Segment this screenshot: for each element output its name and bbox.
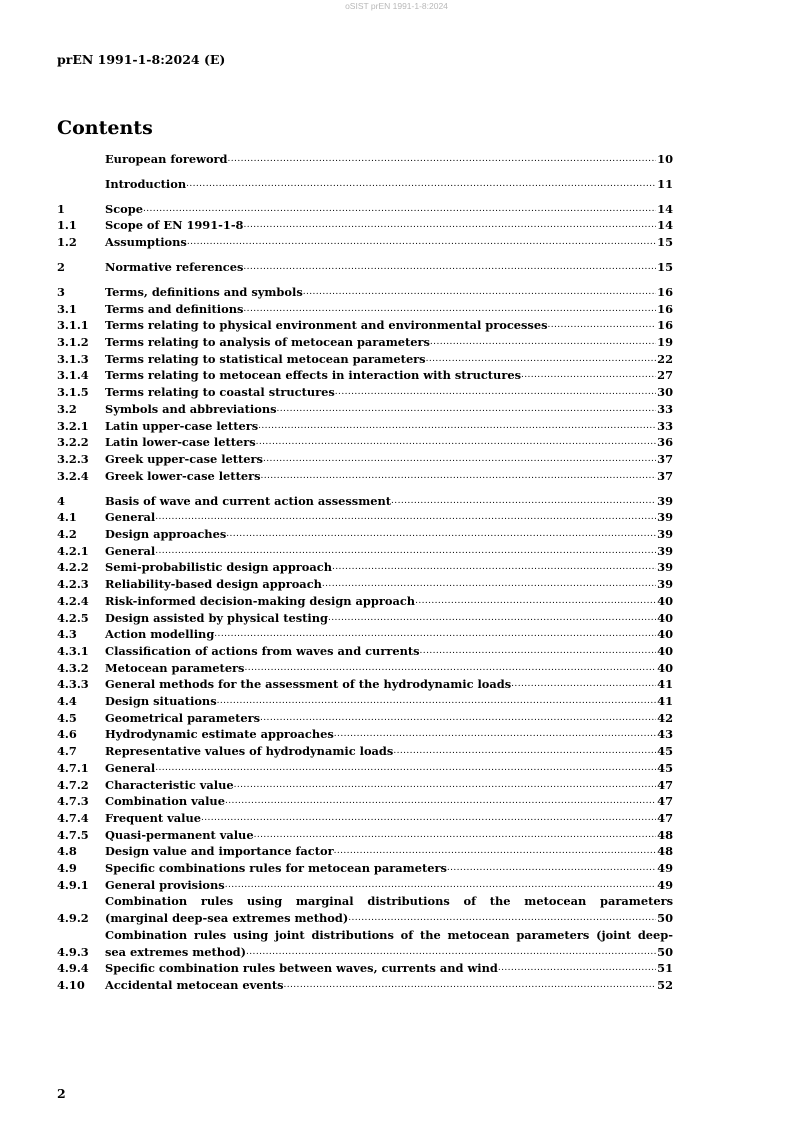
- toc-entry-title: Geometrical parameters: [105, 710, 261, 725]
- toc-entry[interactable]: [57, 710, 673, 727]
- toc-entry-number: 4.2.3: [57, 577, 89, 592]
- toc-entry-page: 39: [657, 577, 673, 592]
- toc-entry-title: Terms and definitions: [105, 301, 244, 316]
- dot-leader: [334, 843, 657, 860]
- toc-entry-title: Terms relating to statistical metocean parameters: [105, 351, 426, 366]
- toc-entry-page: 16: [657, 284, 673, 299]
- toc-entry-number: 4.2.2: [57, 560, 89, 575]
- toc-entry-number: 4.9.3: [57, 944, 89, 959]
- toc-entry-title: Action modelling: [105, 627, 215, 642]
- toc-entry-number: 4.9: [57, 861, 77, 876]
- toc-entry-number: 4.9.1: [57, 877, 89, 892]
- toc-entry-number: 4.7.4: [57, 810, 89, 825]
- dot-leader: [155, 509, 656, 526]
- dot-leader: [217, 693, 657, 710]
- toc-entry[interactable]: [57, 843, 673, 860]
- toc-entry-page: 48: [657, 827, 673, 842]
- toc-entry-number: 4.7.5: [57, 827, 89, 842]
- dot-leader: [430, 334, 656, 351]
- contents-heading: Contents: [57, 117, 153, 139]
- toc-entry-page: 50: [657, 911, 673, 926]
- toc-entry-page: 16: [657, 301, 673, 316]
- toc-entry-number: 1: [57, 201, 65, 216]
- toc-entry-number: 4.4: [57, 694, 77, 709]
- toc-entry-page: 37: [657, 452, 673, 466]
- toc-entry[interactable]: [57, 493, 673, 510]
- dot-leader: [256, 434, 657, 451]
- toc-entry-number: 4.7: [57, 744, 77, 759]
- toc-entry-page: 40: [657, 593, 673, 608]
- toc-entry-number: 3.2.1: [57, 418, 89, 433]
- toc-entry-title: General methods for the assessment of the hydrodynamic loads: [105, 677, 512, 692]
- toc-entry[interactable]: [57, 418, 673, 435]
- toc-entry-page: 40: [657, 660, 673, 675]
- toc-entry-page: 39: [657, 543, 673, 558]
- dot-leader: [226, 526, 656, 543]
- toc-entry[interactable]: [57, 793, 673, 810]
- toc-entry-page: 41: [657, 694, 673, 709]
- toc-entry[interactable]: [57, 660, 673, 677]
- toc-entry-number: 4.5: [57, 710, 77, 725]
- dot-leader: [244, 660, 656, 677]
- toc-entry-title: Basis of wave and current action assessment: [105, 493, 392, 508]
- toc-entry[interactable]: [57, 351, 673, 368]
- toc-entry-number: 4.9.4: [57, 961, 89, 976]
- toc-entry-title: Risk-informed decision-making design approach: [105, 593, 416, 608]
- toc-entry-page: 49: [657, 877, 673, 892]
- toc-entry[interactable]: [57, 676, 673, 693]
- toc-entry[interactable]: [57, 860, 673, 877]
- dot-leader: [260, 710, 656, 727]
- dot-leader: [254, 827, 657, 844]
- toc-entry-title: Design situations: [105, 694, 217, 709]
- dot-leader: [187, 234, 656, 251]
- toc-entry-page: 41: [657, 677, 673, 692]
- toc-entry-number: 3.1: [57, 301, 77, 316]
- dot-leader: [426, 351, 657, 368]
- dot-leader: [234, 777, 657, 794]
- toc-entry-page: 52: [657, 977, 673, 992]
- watermark: oSIST prEN 1991-1-8:2024: [345, 1, 448, 11]
- toc-entry-title: Semi-probabilistic design approach: [105, 560, 333, 575]
- toc-entry-page: 14: [657, 218, 673, 233]
- toc-entry-page: 33: [657, 418, 673, 433]
- toc-entry-number: 4.9.2: [57, 911, 89, 926]
- toc-entry-title: Normative references: [105, 260, 244, 275]
- toc-entry[interactable]: [57, 234, 673, 251]
- toc-entry[interactable]: [57, 217, 673, 234]
- toc-entry[interactable]: [57, 201, 673, 218]
- toc-entry-page: 30: [657, 385, 673, 400]
- toc-entry-title-continued: sea extremes method): [105, 944, 247, 959]
- toc-entry[interactable]: [57, 960, 673, 977]
- dot-leader: [243, 259, 656, 276]
- toc-entry-page: 15: [657, 235, 673, 250]
- toc-entry[interactable]: [57, 401, 673, 418]
- table-of-contents: [57, 151, 673, 994]
- toc-entry-page: 43: [657, 727, 673, 742]
- toc-entry-number: 4.7.1: [57, 760, 89, 775]
- toc-entry-page: 50: [657, 944, 673, 959]
- dot-leader: [322, 576, 656, 593]
- dot-leader: [246, 944, 656, 961]
- toc-entry-page: 48: [657, 844, 673, 859]
- document-id: prEN 1991-1-8:2024 (E): [57, 52, 226, 67]
- toc-entry-number: 4.2: [57, 527, 77, 541]
- toc-entry-number: 4.1: [57, 510, 77, 525]
- toc-entry-title: Symbols and abbreviations: [105, 401, 277, 416]
- toc-entry-number: 3.1.3: [57, 351, 89, 366]
- toc-entry-title: Design approaches: [105, 527, 227, 541]
- toc-entry[interactable]: [57, 827, 673, 844]
- toc-entry-title: General: [105, 543, 156, 558]
- toc-entry[interactable]: [57, 284, 673, 301]
- toc-entry-title: Terms relating to coastal structures: [105, 385, 335, 400]
- dot-leader: [447, 860, 656, 877]
- dot-leader: [243, 301, 656, 318]
- toc-entry-number: 4.3.3: [57, 677, 89, 692]
- toc-entry-page: 45: [657, 744, 673, 759]
- toc-entry-page: 49: [657, 861, 673, 876]
- toc-entry-number: 4.8: [57, 844, 77, 859]
- toc-entry-title: Combination rules using joint distributions of the metocean parameters (joint deep-: [105, 927, 673, 942]
- toc-entry[interactable]: [57, 743, 673, 760]
- toc-entry-title: General provisions: [105, 877, 225, 892]
- dot-leader: [201, 810, 656, 827]
- toc-entry-page: 10: [657, 152, 673, 166]
- toc-entry-title: Metocean parameters: [105, 660, 245, 675]
- dot-leader: [243, 217, 656, 234]
- toc-entry-page: 22: [657, 351, 673, 366]
- toc-entry[interactable]: [57, 610, 673, 627]
- toc-entry[interactable]: [57, 151, 673, 168]
- toc-entry[interactable]: [57, 176, 673, 193]
- toc-entry-page: 16: [657, 318, 673, 333]
- toc-entry[interactable]: [57, 927, 673, 960]
- toc-entry[interactable]: [57, 468, 673, 485]
- toc-entry-title: Scope of EN 1991-1-8: [105, 218, 244, 233]
- toc-entry-number: 3.2.4: [57, 468, 89, 483]
- toc-entry[interactable]: [57, 543, 673, 560]
- toc-entry[interactable]: [57, 760, 673, 777]
- toc-entry-title: Latin upper-case letters: [105, 418, 259, 433]
- dot-leader: [420, 643, 657, 660]
- toc-entry-number: 3: [57, 284, 65, 299]
- toc-entry-title: Combination rules using marginal distributions of the metocean parameters: [105, 894, 673, 909]
- toc-entry-number: 3.2: [57, 401, 77, 416]
- toc-entry-page: 39: [657, 527, 673, 541]
- toc-entry-title: Classification of actions from waves and currents: [105, 643, 420, 658]
- toc-entry-number: 4.7.3: [57, 794, 89, 809]
- dot-leader: [332, 559, 656, 576]
- toc-entry[interactable]: [57, 777, 673, 794]
- toc-entry-page: 14: [657, 201, 673, 216]
- toc-entry-title: Terms, definitions and symbols: [105, 284, 303, 299]
- toc-entry-title: Specific combination rules between waves, currents and wind: [105, 961, 498, 976]
- toc-entry-number: 4.3: [57, 627, 77, 642]
- toc-entry[interactable]: [57, 810, 673, 827]
- toc-entry[interactable]: [57, 451, 673, 468]
- toc-entry-page: 27: [657, 368, 673, 383]
- dot-leader: [415, 593, 656, 610]
- toc-entry-page: 40: [657, 627, 673, 642]
- toc-entry[interactable]: [57, 726, 673, 743]
- toc-entry-title: Accidental metocean events: [105, 977, 284, 992]
- toc-entry[interactable]: [57, 977, 673, 994]
- toc-entry-title: Characteristic value: [105, 777, 234, 792]
- dot-leader: [348, 910, 656, 927]
- dot-leader: [284, 977, 657, 994]
- toc-entry[interactable]: [57, 526, 673, 543]
- toc-entry-page: 39: [657, 493, 673, 508]
- dot-leader: [335, 384, 656, 401]
- toc-entry[interactable]: [57, 893, 673, 926]
- toc-entry-title: Reliability-based design approach: [105, 577, 322, 592]
- toc-entry-title: Specific combinations rules for metocean parameters: [105, 861, 447, 876]
- dot-leader: [498, 960, 656, 977]
- toc-entry-title: Latin lower-case letters: [105, 435, 256, 450]
- dot-leader: [143, 201, 656, 218]
- dot-leader: [155, 760, 656, 777]
- toc-entry-number: 4.3.1: [57, 643, 89, 658]
- toc-entry-page: 40: [657, 610, 673, 625]
- toc-entry-number: 2: [57, 260, 65, 275]
- dot-leader: [228, 151, 657, 168]
- toc-entry-title: Hydrodynamic estimate approaches: [105, 727, 334, 742]
- toc-entry-title: Design assisted by physical testing: [105, 610, 328, 625]
- toc-entry[interactable]: [57, 509, 673, 526]
- toc-entry[interactable]: [57, 576, 673, 593]
- toc-entry-title: Scope: [105, 201, 143, 216]
- toc-entry-page: 47: [657, 777, 673, 792]
- toc-entry[interactable]: [57, 559, 673, 576]
- toc-entry-page: 47: [657, 794, 673, 809]
- toc-entry[interactable]: [57, 693, 673, 710]
- toc-entry-title: Terms relating to analysis of metocean parameters: [105, 335, 430, 350]
- dot-leader: [214, 626, 656, 643]
- toc-entry-number: 4.2.4: [57, 593, 89, 608]
- toc-entry-number: 4.2.5: [57, 610, 89, 625]
- dot-leader: [521, 367, 656, 384]
- dot-leader: [155, 543, 656, 560]
- dot-leader: [511, 676, 656, 693]
- dot-leader: [277, 401, 657, 418]
- dot-leader: [548, 317, 657, 334]
- toc-entry-page: 39: [657, 510, 673, 525]
- dot-leader: [263, 451, 656, 468]
- toc-entry-page: 45: [657, 760, 673, 775]
- dot-leader: [393, 743, 656, 760]
- toc-entry-page: 11: [657, 176, 673, 191]
- toc-entry-number: 3.1.2: [57, 335, 89, 350]
- toc-entry-title: Terms relating to metocean effects in interaction with structures: [105, 368, 521, 383]
- toc-entry-page: 33: [657, 401, 673, 416]
- toc-entry-number: 3.1.5: [57, 385, 89, 400]
- toc-entry-page: 39: [657, 560, 673, 575]
- toc-entry[interactable]: [57, 384, 673, 401]
- toc-entry-page: 47: [657, 810, 673, 825]
- toc-entry-number: 4.3.2: [57, 660, 89, 675]
- toc-entry-page: 36: [657, 435, 673, 450]
- toc-entry-page: 37: [657, 468, 673, 483]
- toc-entry[interactable]: [57, 593, 673, 610]
- toc-entry-number: 1.1: [57, 218, 77, 233]
- toc-entry-number: 1.2: [57, 235, 77, 250]
- toc-entry[interactable]: [57, 317, 673, 334]
- toc-entry-title: Frequent value: [105, 810, 201, 825]
- toc-entry-number: 4: [57, 493, 65, 508]
- toc-entry-page: 19: [657, 335, 673, 350]
- toc-entry-title: Quasi-permanent value: [105, 827, 254, 842]
- toc-entry-title-continued: (marginal deep-sea extremes method): [105, 911, 349, 926]
- toc-entry[interactable]: [57, 626, 673, 643]
- toc-entry-title: European foreword: [105, 152, 228, 166]
- toc-entry-number: 3.1.1: [57, 318, 89, 333]
- toc-entry[interactable]: [57, 643, 673, 660]
- toc-entry-title: Introduction: [105, 176, 187, 191]
- dot-leader: [328, 610, 656, 627]
- toc-entry-title: Greek upper-case letters: [105, 452, 263, 466]
- toc-entry[interactable]: [57, 301, 673, 318]
- dot-leader: [334, 726, 656, 743]
- toc-entry-number: 3.1.4: [57, 368, 89, 383]
- toc-entry-title: Design value and importance factor: [105, 844, 334, 859]
- toc-entry-page: 42: [657, 710, 673, 725]
- toc-entry-number: 3.2.2: [57, 435, 89, 450]
- toc-entry-title: Terms relating to physical environment and environmental processes: [105, 318, 548, 333]
- toc-entry-title: Greek lower-case letters: [105, 468, 261, 483]
- dot-leader: [258, 418, 656, 435]
- toc-entry-title: Representative values of hydrodynamic loads: [105, 744, 394, 759]
- toc-entry[interactable]: [57, 367, 673, 384]
- page-number: 2: [57, 1086, 66, 1101]
- toc-entry-title: Combination value: [105, 794, 225, 809]
- toc-entry[interactable]: [57, 434, 673, 451]
- toc-entry-number: 4.7.2: [57, 777, 89, 792]
- toc-entry-page: 15: [657, 260, 673, 275]
- toc-entry[interactable]: [57, 877, 673, 894]
- toc-entry-page: 51: [657, 961, 673, 976]
- dot-leader: [225, 793, 656, 810]
- toc-entry-number: 3.2.3: [57, 452, 89, 466]
- dot-leader: [391, 493, 656, 510]
- toc-entry-title: General: [105, 760, 156, 775]
- dot-leader: [261, 468, 657, 485]
- dot-leader: [303, 284, 656, 301]
- dot-leader: [225, 877, 656, 894]
- toc-entry-number: 4.10: [57, 977, 85, 992]
- toc-entry-title: Assumptions: [105, 235, 187, 250]
- toc-entry[interactable]: [57, 334, 673, 351]
- dot-leader: [186, 176, 656, 193]
- toc-entry[interactable]: [57, 259, 673, 276]
- toc-entry-number: 4.6: [57, 727, 77, 742]
- toc-entry-page: 40: [657, 643, 673, 658]
- toc-entry-title: General: [105, 510, 156, 525]
- toc-entry-number: 4.2.1: [57, 543, 89, 558]
